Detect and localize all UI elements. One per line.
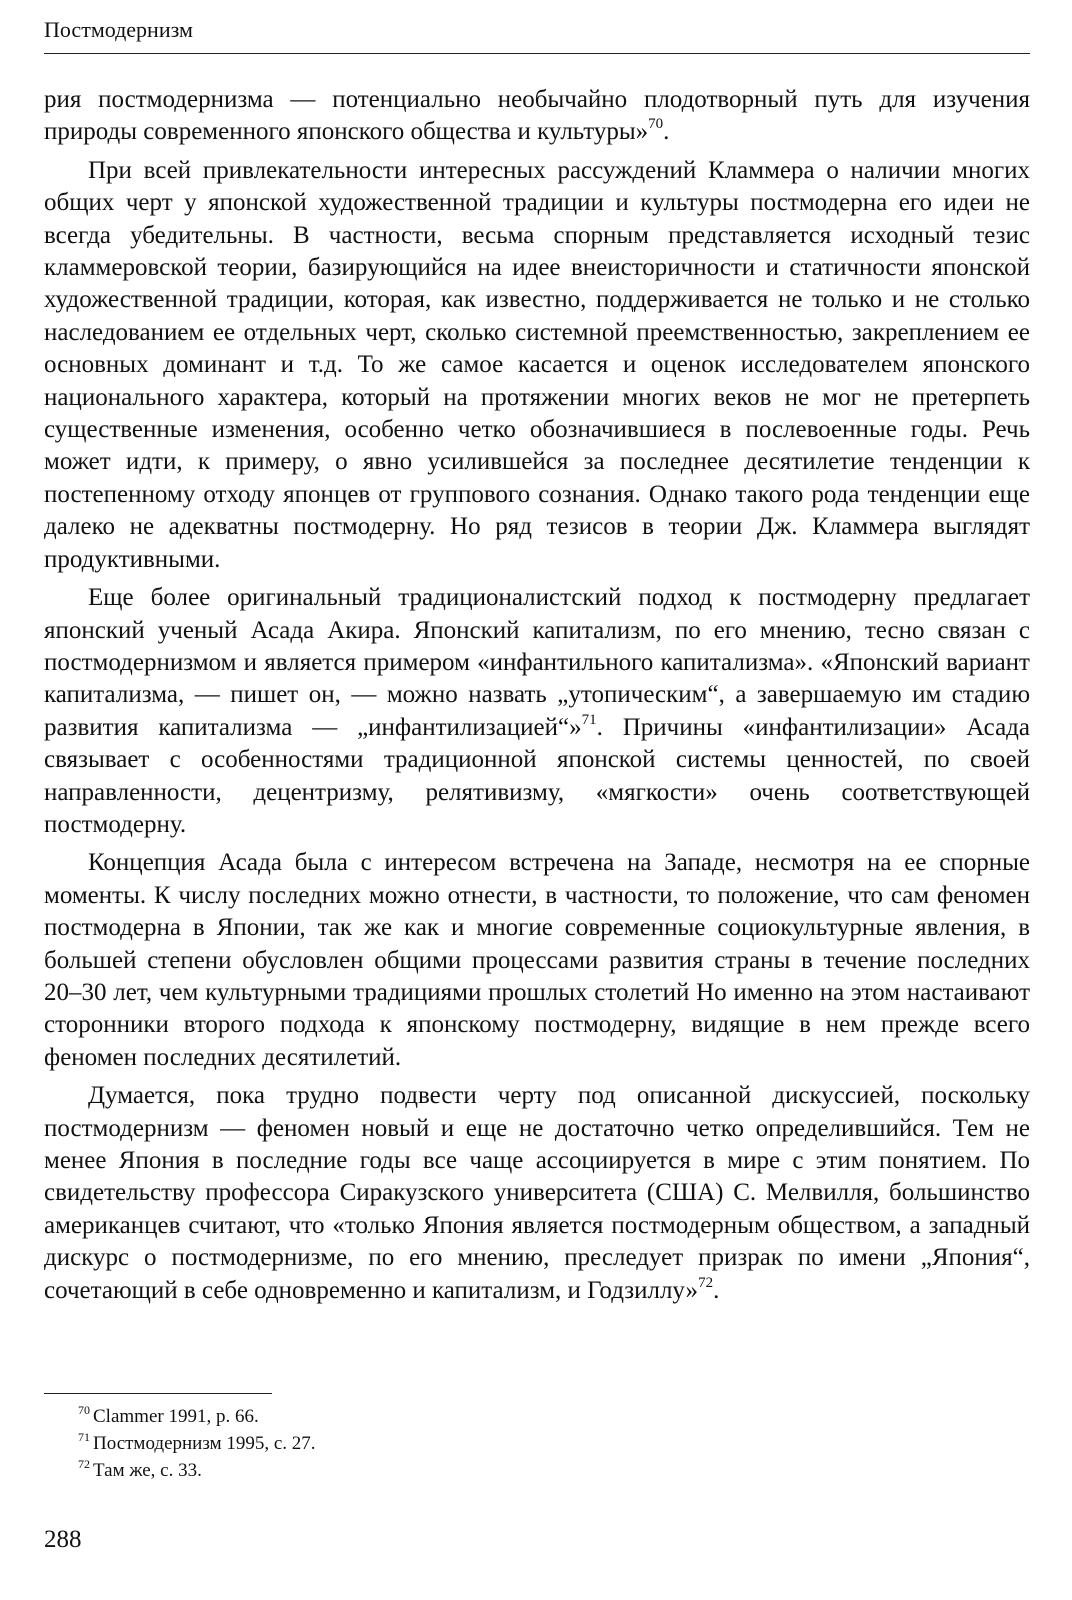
- footnote-rule: [44, 1393, 272, 1394]
- footnote: [78, 1457, 978, 1484]
- paragraph: [44, 1080, 1030, 1307]
- footnote: [78, 1430, 978, 1457]
- footnote-number: 71: [78, 1430, 90, 1444]
- footnote-ref: 70: [648, 116, 664, 133]
- paragraph-text: При всей привлекательности интересных рассуждений Кламмера о наличии многих общих черт у японской художественной традиции и культуры постмодерна его идеи не всегда убедительны. В частности, весьма спорным представляется исходный тезис кламмеровской теории, базирующийся на идее внеисторичности и статичности японской художественной традиции, которая, как известно, поддерживается не только и не столько наследованием ее отдельных черт, сколько системной преемственностью, закреплением ее основных доминант и т.д. То же самое касается и оценок исследователем японского национального характера, который на протяжении многих веков не мог не претерпеть существенные изменения, особенно четко обозначившиеся в послевоенные годы. Речь может идти, к примеру, о явно усилившейся за последнее десятилетие тенденции к постепенному отходу японцев от группового сознания. Однако такого рода тенденции еще далеко не адекватны постмодерну. Но ряд тезисов в теории Дж. Кламмера выглядят продуктивными.: [44, 156, 1030, 573]
- footnote-text: Clammer 1991, p. 66.: [93, 1406, 259, 1427]
- paragraph-text: рия постмодернизма — потенциально необычайно плодотворный путь для изучения природы современного японского общества и культуры»: [44, 86, 1030, 146]
- paragraph-tail: . Причины «инфантилизации» Асада связывает с особенностями традиционной японской системы ценностей, по своей направленности, децентризму, релятивизму, «мягкости» очень соответствующей постмодерну.: [44, 713, 1030, 838]
- paragraph: [44, 847, 1030, 1074]
- paragraph-text: Думается, пока трудно подвести черту под описанной дискуссией, поскольку постмодернизм — феномен новый и еще не достаточно четко определившийся. Тем не менее Япония в последние годы все чаще ассоциируется в мире с этим понятием. По свидетельству профессора Сиракузского университета (США) С. Мелвилля, большинство американцев считают, что «только Япония является постмодерным обществом, а западный дискурс о постмодернизме, по его мнению, преследует призрак по имени „Япония“, сочетающий в себе одновременно и капитализм, и Годзиллу»: [44, 1082, 1030, 1304]
- footnote-ref: 71: [581, 711, 597, 728]
- footnote-text: Там же, с. 33.: [93, 1460, 202, 1481]
- footnote-number: 72: [78, 1457, 90, 1471]
- paragraph-tail: .: [713, 1276, 720, 1304]
- paragraph: [44, 582, 1030, 841]
- header-rule: [44, 53, 1030, 54]
- footnote-number: 70: [78, 1403, 90, 1417]
- paragraph-text: Еще более оригинальный традиционалистский подход к постмодерну предлагает японский ученый Асада Акира. Японский капитализм, по его мнению, тесно связан с постмодернизмом и является примером «инфантильного капитализма». «Японский вариант капитализма, — пишет он, — можно назвать „утопическим“, а завершаемую им стадию развития капитализма — „инфантилизацией“»: [44, 584, 1030, 741]
- body-text: [44, 84, 1030, 1307]
- running-head: Постмодернизм: [44, 17, 193, 42]
- page-number: 288: [44, 1526, 82, 1553]
- footnote-ref: 72: [698, 1274, 714, 1291]
- footnote-text: Постмодернизм 1995, с. 27.: [93, 1433, 316, 1454]
- paragraph-tail: .: [663, 118, 670, 146]
- paragraph-continuation: [44, 84, 1030, 149]
- footnote: [78, 1403, 978, 1430]
- paragraph-text: Концепция Асада была с интересом встречена на Западе, несмотря на ее спорные моменты. К числу последних можно отнести, в частности, то положение, что сам феномен постмодерна в Японии, так же как и многие современные социокультурные явления, в большей степени обусловлен общими процессами развития страны в течение последних 20–30 лет, чем культурными традициями прошлых столетий Но именно на этом настаивают сторонники второго подхода к японскому постмодерну, видящие в нем прежде всего феномен последних десятилетий.: [44, 849, 1030, 1071]
- footnotes: [78, 1403, 978, 1484]
- paragraph: [44, 155, 1030, 576]
